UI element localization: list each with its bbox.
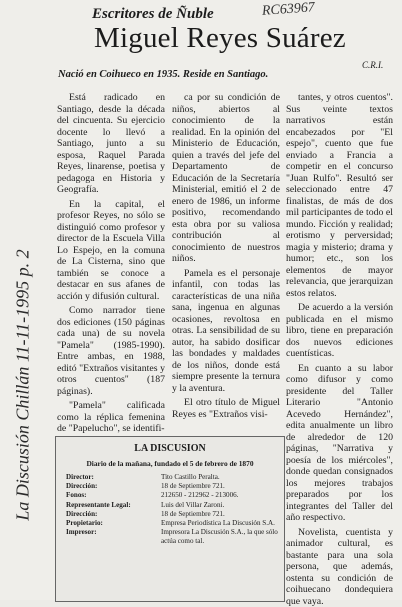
masthead-value: 18 de Septiembre 721.	[161, 482, 279, 491]
masthead-label: Dirección:	[66, 510, 161, 519]
paragraph: De acuerdo a la versión publicada en el mismo libro, tiene en preparación dos nuevos ediciones cuentísticas.	[286, 302, 393, 360]
masthead-row	[66, 519, 279, 528]
paragraph: "Pamela" calificada como la réplica femenina de "Papelucho", se identifi-	[57, 400, 165, 435]
masthead-label: Impresor:	[66, 528, 161, 546]
handwritten-side-note	[8, 170, 38, 600]
masthead-row	[66, 501, 279, 510]
paragraph: En la capital, el profesor Reyes, no sólo se distinguió como profesor y director de la Escuela Villa Lo Espejo, en la comuna de La Cisterna, sino que también se conoce a destacar en sus afanes de acción y difusión cultural.	[57, 199, 165, 303]
author-initials: C.R.I.	[362, 60, 383, 70]
paragraph: Está radicado en Santiago, desde la década del cincuenta. Su ejercicio docente lo llevó a Santiago, junto a su esposa, Raquel Parada Reyes, linarense, poetisa y pedagoga en Historia y Geografía.	[57, 92, 165, 196]
paragraph: El otro título de Miguel Reyes es "Extraños visi-	[172, 397, 280, 420]
masthead-label: Propietario:	[66, 519, 161, 528]
paragraph: tantes, y otros cuentos". Sus veinte textos narrativos están encabezados por "El espejo", cuento que fue enviado a Francia a competir en el concurso "Juan Rulfo". Resultó ser seleccionado entre 47 finalistas, de más de dos mil participantes de todo el mundo. Ficción y realidad; erotismo y perversidad; magia y misterio; drama y humor; etc., son los elementos de mayor relevancia, que jerarquizan estos relatos.	[286, 92, 393, 299]
masthead-value: 18 de Septiembre 721.	[161, 510, 279, 519]
masthead-row	[66, 510, 279, 519]
masthead-value: Luis del Villar Zaroni.	[161, 501, 279, 510]
article-column-3	[286, 92, 393, 607]
masthead-label: Fonos:	[66, 491, 161, 500]
newspaper-masthead-box	[55, 436, 285, 602]
handwritten-reference: RC63967	[262, 0, 316, 20]
masthead-label: Representante Legal:	[66, 501, 161, 510]
masthead-value: Tito Castillo Peralta.	[161, 473, 279, 482]
article-subtitle: Nació en Coihueco en 1935. Reside en Santiago.	[58, 69, 268, 80]
article-column-1	[57, 92, 165, 435]
handwritten-side-text: La Discusión Chillán 11-11-1995 p. 2	[13, 249, 34, 520]
paragraph: En cuanto a su labor como difusor y como presidente del Taller Literario "Antonio Acevedo Hernández", edita anualmente un libro de alrededor de 120 páginas, "Narrativa y poesía de los miércoles", donde quedan consignados los mejores trabajos preparados por los integrantes del Taller del año respectivo.	[286, 363, 393, 524]
article-column-2	[172, 92, 280, 420]
section-heading: Escritores de Ñuble	[92, 6, 214, 23]
paragraph: Novelista, cuentista y animador cultural, es bastante para una sola persona, que además, ostenta su condición de coihuecano dondequiera que vaya.	[286, 527, 393, 607]
masthead-row	[66, 473, 279, 482]
masthead-value: 212650 - 212962 - 213006.	[161, 491, 279, 500]
masthead-name: LA DISCUSION	[56, 443, 284, 454]
masthead-subtitle: Diario de la mañana, fundado el 5 de febrero de 1870	[56, 459, 284, 468]
masthead-label: Director:	[66, 473, 161, 482]
masthead-row	[66, 482, 279, 491]
masthead-row	[66, 491, 279, 500]
paragraph: ca por su condición de niños, abiertos al conocimiento de la realidad. En la opinión del Ministerio de Educación, quien a través del jefe del Departamento de Educación de la Secretaría Ministerial, emitió el 2 de enero de 1986, un informe positivo, recomendando esta obra por su valiosa contribución al conocimiento de nuestros niños.	[172, 92, 280, 265]
masthead-value: Impresora La Discusión S.A., la que sólo actúa como tal.	[161, 528, 279, 546]
masthead-label: Dirección:	[66, 482, 161, 491]
paragraph: Pamela es el personaje infantil, con todas las características de una niña sana, ingenua en algunas ocasiones, revoltosa en otras. La sensibilidad de su autor, ha sabido dosificar las bondades y maldades de los niños, donde está siempre presente la ternura y la aventura.	[172, 268, 280, 395]
masthead-rows	[66, 473, 279, 547]
masthead-row	[66, 528, 279, 546]
masthead-value: Empresa Periodística La Discusión S.A.	[161, 519, 279, 528]
article-title: Miguel Reyes Suárez	[94, 22, 346, 55]
paragraph: Como narrador tiene dos ediciones (150 páginas cada una) de su novela "Pamela" (1985-1990). Entre ambas, en 1988, editó "Extraños visitantes y otros cuentos" (187 páginas).	[57, 305, 165, 397]
